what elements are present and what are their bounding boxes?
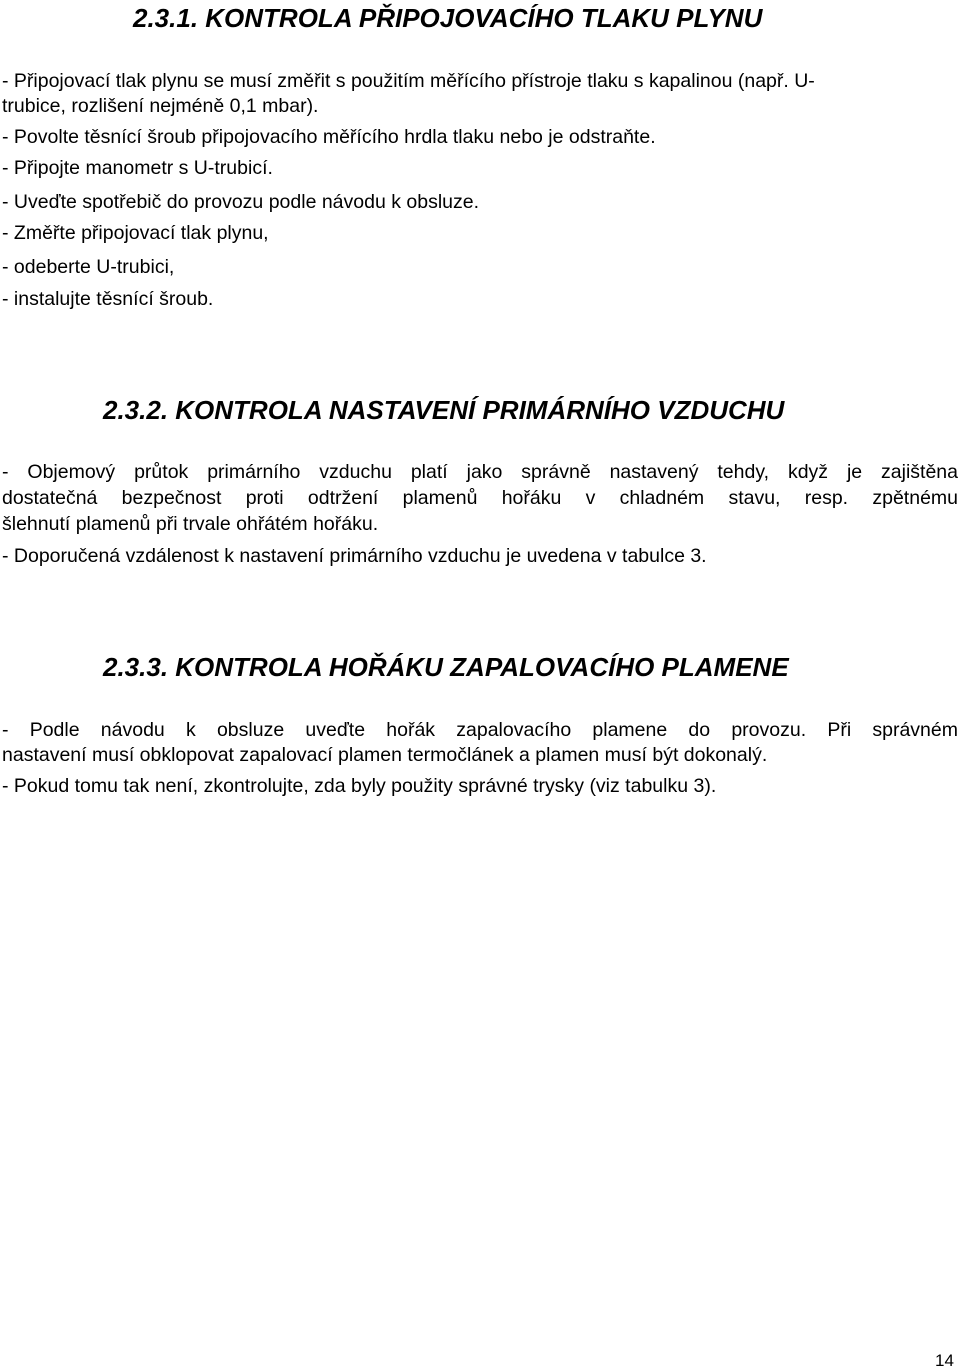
paragraph-line: - Pokud tomu tak není, zkontrolujte, zda byly použity správné trysky (viz tabulku 3). [2,775,717,797]
paragraph-line: - Povolte těsnící šroub připojovacího měřícího hrdla tlaku nebo je odstraňte. [2,126,656,148]
paragraph-line: šlehnutí plamenů při trvale ohřátém hořáku. [2,513,379,535]
section-heading-2-3-3: 2.3.3. KONTROLA HOŘÁKU ZAPALOVACÍHO PLAMENE [103,652,789,682]
paragraph-line: - Uveďte spotřebič do provozu podle návodu k obsluze. [2,191,480,213]
paragraph-line: dostatečná bezpečnost proti odtržení plamenů hořáku v chladném stavu, resp. zpětnému [2,487,958,509]
paragraph-line: - Připojte manometr s U-trubicí. [2,157,273,179]
paragraph-line: - Objemový průtok primárního vzduchu platí jako správně nastavený tehdy, když je zajištěna [2,461,958,483]
paragraph-line: - instalujte těsnící šroub. [2,288,214,310]
paragraph-line: - Připojovací tlak plynu se musí změřit s použitím měřícího přístroje tlaku s kapalinou (např. U- [2,70,815,92]
paragraph-line: - odeberte U-trubici, [2,256,175,278]
paragraph-line: - Doporučená vzdálenost k nastavení primárního vzduchu je uvedena v tabulce 3. [2,545,707,567]
paragraph-line: - Podle návodu k obsluze uveďte hořák zapalovacího plamene do provozu. Při správném [2,719,958,741]
section-heading-2-3-2: 2.3.2. KONTROLA NASTAVENÍ PRIMÁRNÍHO VZDUCHU [103,395,785,425]
paragraph-line: - Změřte připojovací tlak plynu, [2,222,269,244]
paragraph-line: trubice, rozlišení nejméně 0,1 mbar). [2,95,319,117]
page-number: 14 [935,1351,954,1370]
paragraph-line: nastavení musí obklopovat zapalovací plamen termočlánek a plamen musí být dokonalý. [2,744,768,766]
section-heading-2-3-1: 2.3.1. KONTROLA PŘIPOJOVACÍHO TLAKU PLYNU [133,3,763,33]
